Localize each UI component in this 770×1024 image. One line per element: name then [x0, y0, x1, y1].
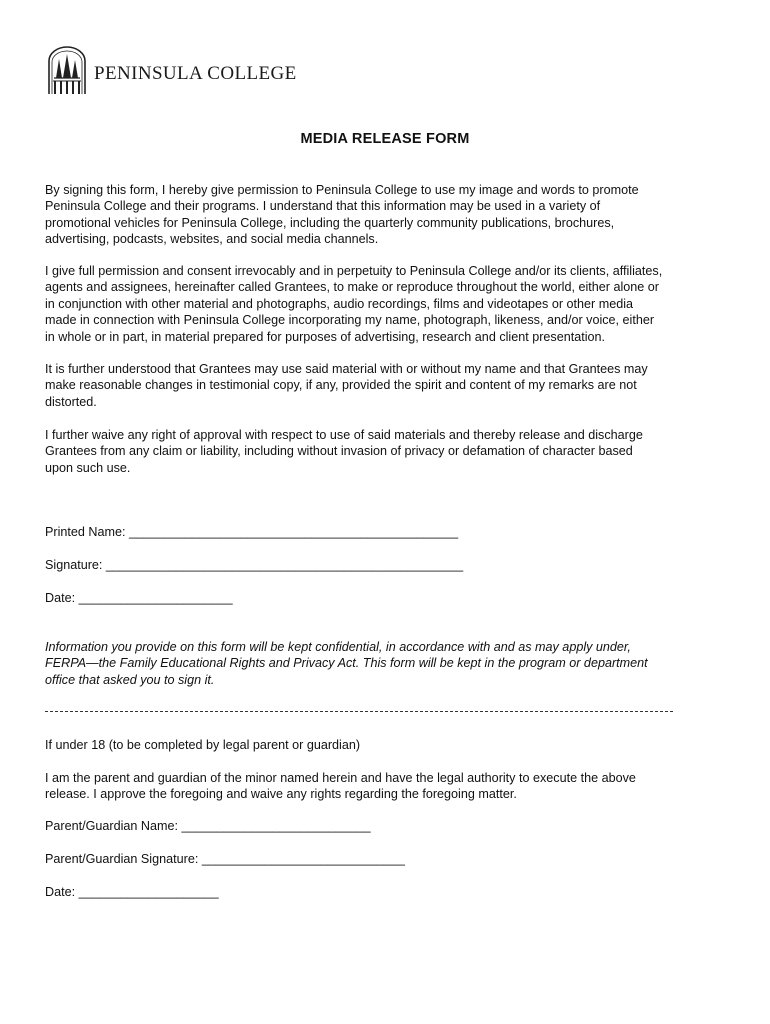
paragraph-line: make reasonable changes in testimonial copy, if any, provided the spirit and content of my remarks are not: [45, 378, 637, 393]
printed-name-field[interactable]: Printed Name: _______________________________________________: [45, 525, 459, 539]
form-title: MEDIA RELEASE FORM: [300, 131, 470, 147]
paragraph-line: office that asked you to sign it.: [45, 672, 215, 687]
guardian-name-field[interactable]: Parent/Guardian Name: ___________________________: [45, 819, 371, 833]
paragraph-line: It is further understood that Grantees may use said material with or without my name and that Grantees may: [45, 362, 648, 376]
paragraph-permission: [45, 182, 735, 248]
college-emblem-icon: [46, 45, 88, 95]
privacy-notice: [45, 639, 735, 688]
paragraph-line: Information you provide on this form will be kept confidential, in accordance with and as may apply under,: [45, 640, 631, 654]
paragraph-line: distorted.: [45, 394, 97, 409]
paragraph-usage: [45, 361, 735, 410]
paragraph-line: in conjunction with other material and photographs, audio recordings, films and videotapes or other media: [45, 296, 634, 311]
paragraph-line: agents and assignees, hereinafter called Grantees, to make or reproduce throughout the world, either alone or: [45, 280, 659, 295]
paragraph-line: I am the parent and guardian of the minor named herein and have the legal authority to execute the above: [45, 771, 636, 785]
paragraph-waiver: [45, 427, 735, 476]
guardian-signature-field[interactable]: Parent/Guardian Signature: _____________________________: [45, 852, 405, 866]
college-name: PENINSULA COLLEGE: [94, 63, 297, 84]
paragraph-line: FERPA—the Family Educational Rights and Privacy Act. This form will be kept in the program or department: [45, 656, 648, 671]
paragraph-line: promotional vehicles for Peninsula College, including the quarterly community publications, brochures,: [45, 215, 615, 230]
paragraph-line: made in connection with Peninsula College incorporating my name, photograph, likeness, and/or voice, either: [45, 313, 655, 328]
college-logo: [46, 45, 297, 95]
paragraph-line: Grantees from any claim or liability, including without invasion of privacy or defamation of character based: [45, 444, 633, 459]
paragraph-line: advertising, podcasts, websites, and social media channels.: [45, 232, 379, 247]
section-divider: [45, 711, 673, 712]
paragraph-line: release. I approve the foregoing and waive any rights regarding the foregoing matter.: [45, 787, 517, 802]
guardian-heading: If under 18 (to be completed by legal parent or guardian): [45, 738, 361, 752]
paragraph-consent: [45, 263, 735, 345]
paragraph-line: I give full permission and consent irrevocably and in perpetuity to Peninsula College and/or its clients, affiliates,: [45, 264, 663, 278]
paragraph-line: By signing this form, I hereby give permission to Peninsula College to use my image and words to promote: [45, 183, 639, 197]
guardian-date-field[interactable]: Date: ____________________: [45, 885, 219, 899]
paragraph-line: upon such use.: [45, 460, 131, 475]
paragraph-line: I further waive any right of approval with respect to use of said materials and thereby release and discharge: [45, 428, 643, 442]
date-field[interactable]: Date: ______________________: [45, 591, 233, 605]
signature-field[interactable]: Signature: ___________________________________________________: [45, 558, 464, 572]
paragraph-line: in whole or in part, in material prepared for purposes of advertising, research and client presentation.: [45, 329, 606, 344]
paragraph-line: Peninsula College and their programs. I understand that this information may be used in a variety of: [45, 199, 601, 214]
guardian-statement: [45, 770, 735, 803]
